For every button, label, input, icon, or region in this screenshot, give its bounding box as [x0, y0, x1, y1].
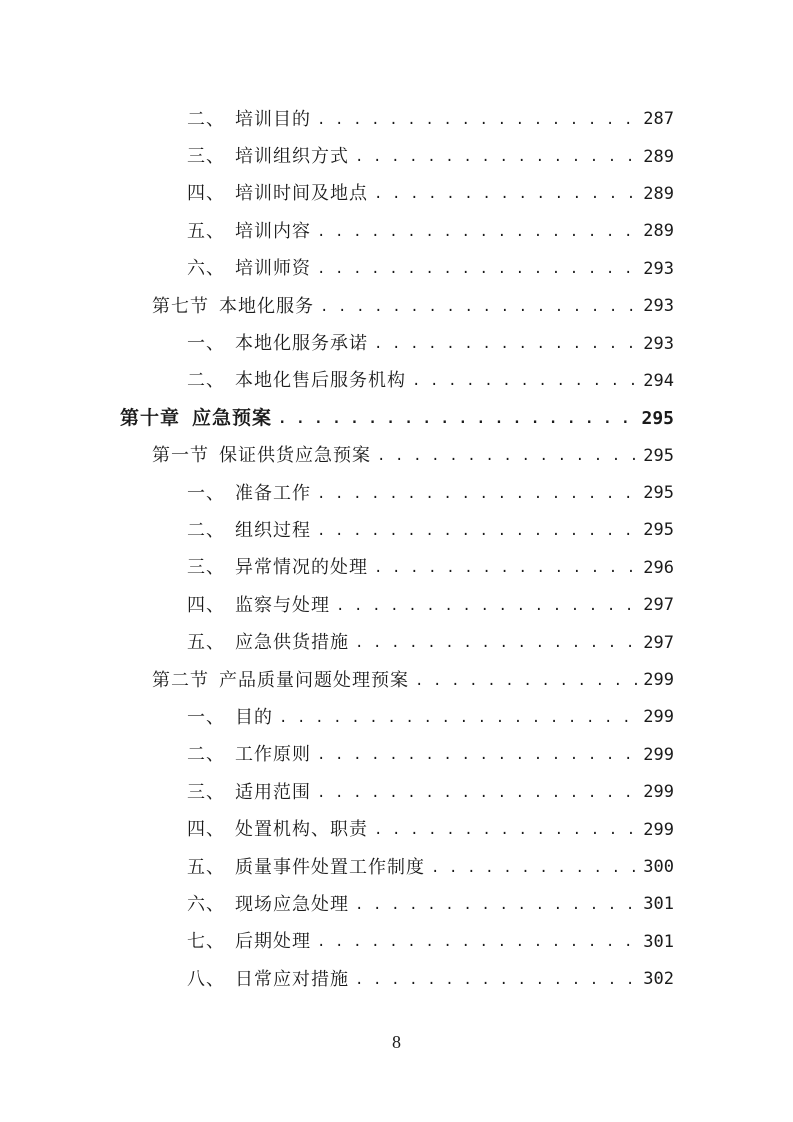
toc-entry[interactable] — [0, 924, 793, 961]
toc-entry-label — [187, 519, 311, 541]
toc-entry-label — [187, 335, 368, 353]
toc-entry-label — [187, 634, 349, 652]
toc-entry-title: 应急预案 — [192, 407, 273, 430]
toc-dot-leader — [431, 861, 637, 879]
toc-entry-title: 目的 — [235, 706, 273, 728]
toc-entry[interactable] — [0, 774, 793, 811]
toc-entry-number: 三、 — [187, 557, 225, 579]
toc-dot-leader — [374, 823, 637, 841]
toc-entry[interactable] — [0, 251, 793, 288]
toc-entry-page: 293 — [643, 296, 674, 317]
toc-dot-leader — [374, 561, 637, 579]
toc-entry-title: 培训内容 — [235, 220, 311, 242]
toc-entry-title: 培训组织方式 — [235, 146, 349, 168]
toc-dot-leader — [415, 674, 637, 692]
toc-entry-number: 六、 — [187, 258, 225, 280]
table-of-contents — [0, 101, 793, 998]
toc-entry[interactable] — [0, 811, 793, 848]
toc-entry-number: 二、 — [187, 519, 225, 541]
toc-entry-page: 301 — [643, 894, 674, 915]
toc-entry-label — [152, 669, 409, 691]
toc-entry-number: 第七节 — [152, 295, 209, 317]
toc-entry-number: 一、 — [187, 333, 225, 355]
toc-dot-leader — [317, 524, 637, 542]
toc-entry-title: 保证供货应急预案 — [219, 445, 371, 467]
toc-entry-label — [187, 933, 311, 951]
toc-entry-title: 本地化服务承诺 — [235, 333, 368, 355]
toc-dot-leader — [320, 300, 637, 318]
toc-entry-number: 六、 — [187, 893, 225, 915]
toc-dot-leader — [317, 262, 637, 280]
toc-entry-label — [152, 295, 314, 317]
toc-entry[interactable] — [0, 363, 793, 400]
toc-entry-page: 297 — [643, 595, 674, 616]
toc-entry[interactable] — [0, 737, 793, 774]
toc-entry-title: 本地化服务 — [219, 295, 314, 317]
toc-entry-page: 297 — [643, 632, 674, 653]
toc-entry-title: 后期处理 — [235, 931, 311, 953]
toc-entry-title: 组织过程 — [235, 519, 311, 541]
toc-entry-number: 五、 — [187, 632, 225, 654]
toc-entry-page: 299 — [643, 819, 674, 840]
toc-entry-label — [187, 559, 368, 577]
toc-dot-leader — [279, 711, 637, 729]
toc-chapter-entry[interactable] — [0, 400, 793, 437]
toc-entry-title: 处置机构、职责 — [235, 819, 368, 841]
toc-entry-label — [187, 746, 311, 764]
toc-dot-leader — [412, 374, 637, 392]
toc-entry-number: 七、 — [187, 931, 225, 953]
toc-dot-leader — [355, 973, 637, 991]
toc-entry[interactable] — [0, 550, 793, 587]
toc-entry[interactable] — [0, 213, 793, 250]
toc-entry-page: 289 — [643, 146, 674, 167]
toc-entry-page: 302 — [643, 969, 674, 990]
toc-dot-leader — [336, 599, 637, 617]
toc-entry-title: 工作原则 — [235, 744, 311, 766]
toc-entry-label — [187, 185, 368, 203]
toc-entry-title: 日常应对措施 — [235, 968, 349, 990]
toc-entry-page: 299 — [643, 707, 674, 728]
toc-dot-leader — [278, 412, 635, 430]
toc-entry-number: 三、 — [187, 146, 225, 168]
toc-entry-label — [187, 108, 311, 130]
toc-entry-number: 四、 — [187, 183, 225, 205]
toc-entry-page: 294 — [643, 370, 674, 391]
toc-dot-leader — [355, 150, 637, 168]
toc-entry-number: 第十章 — [120, 407, 181, 430]
toc-entry-page: 299 — [643, 670, 674, 691]
toc-entry-label — [187, 893, 349, 915]
toc-entry-title: 质量事件处置工作制度 — [235, 856, 425, 878]
toc-entry-page: 300 — [643, 857, 674, 877]
toc-entry-page: 295 — [643, 520, 674, 541]
toc-entry[interactable] — [0, 961, 793, 998]
toc-entry-label — [187, 220, 311, 242]
toc-entry-label — [187, 706, 273, 728]
toc-entry-page: 295 — [643, 483, 674, 504]
toc-entry-title: 本地化售后服务机构 — [235, 370, 406, 392]
toc-entry-label — [187, 821, 368, 839]
toc-dot-leader — [317, 935, 637, 953]
toc-dot-leader — [317, 225, 637, 243]
toc-dot-leader — [355, 636, 637, 654]
toc-entry-page: 287 — [643, 109, 674, 130]
toc-entry[interactable] — [0, 699, 793, 736]
toc-entry-title: 应急供货措施 — [235, 632, 349, 654]
toc-entry-number: 四、 — [187, 819, 225, 841]
toc-dot-leader — [317, 113, 637, 131]
toc-entry-number: 八、 — [187, 968, 225, 990]
toc-entry-page: 296 — [643, 557, 674, 578]
toc-entry-page: 301 — [643, 931, 674, 952]
toc-entry-title: 适用范围 — [235, 781, 311, 803]
toc-dot-leader — [374, 187, 637, 205]
toc-entry-label — [187, 372, 406, 390]
toc-entry-number: 第一节 — [152, 445, 209, 467]
toc-entry-number: 二、 — [187, 744, 225, 766]
toc-entry-label — [187, 148, 349, 166]
toc-entry-page: 295 — [641, 407, 674, 429]
toc-entry-title: 培训师资 — [235, 258, 311, 280]
toc-entry-label — [187, 856, 425, 878]
toc-entry[interactable] — [0, 176, 793, 213]
toc-entry-label — [187, 968, 349, 990]
toc-entry-number: 五、 — [187, 220, 225, 242]
toc-dot-leader — [374, 337, 637, 355]
toc-entry[interactable] — [0, 325, 793, 362]
toc-entry[interactable] — [0, 886, 793, 923]
toc-entry-title: 产品质量问题处理预案 — [219, 669, 409, 691]
toc-entry-page: 293 — [643, 258, 674, 279]
toc-entry[interactable] — [0, 849, 793, 886]
toc-entry-title: 培训时间及地点 — [235, 183, 368, 205]
toc-entry-page: 295 — [643, 445, 674, 466]
toc-entry-label — [187, 260, 311, 278]
toc-entry-title: 准备工作 — [235, 482, 311, 504]
toc-entry-label — [120, 409, 272, 428]
page-number: 8 — [392, 1032, 401, 1052]
toc-section-entry[interactable] — [0, 288, 793, 325]
toc-entry-number: 一、 — [187, 482, 225, 504]
toc-entry[interactable] — [0, 587, 793, 624]
toc-entry-number: 五、 — [187, 856, 225, 878]
toc-entry-number: 二、 — [187, 370, 225, 392]
toc-entry-number: 二、 — [187, 108, 225, 130]
toc-entry-title: 培训目的 — [235, 108, 311, 130]
toc-entry-page: 289 — [643, 221, 674, 242]
toc-entry-label — [187, 482, 311, 504]
toc-entry-number: 四、 — [187, 594, 225, 616]
toc-dot-leader — [377, 449, 637, 467]
toc-section-entry[interactable] — [0, 662, 793, 699]
toc-entry-label — [187, 594, 330, 616]
toc-entry-page: 289 — [643, 183, 674, 204]
toc-entry-title: 异常情况的处理 — [235, 557, 368, 579]
toc-entry-page: 299 — [643, 744, 674, 765]
toc-entry-label — [152, 447, 371, 465]
toc-entry[interactable] — [0, 138, 793, 175]
toc-entry-page: 299 — [643, 782, 674, 803]
toc-entry-number: 第二节 — [152, 669, 209, 691]
toc-entry-page: 293 — [643, 333, 674, 354]
toc-dot-leader — [317, 487, 637, 505]
toc-section-entry[interactable] — [0, 438, 793, 475]
toc-entry[interactable] — [0, 624, 793, 661]
toc-entry-title: 现场应急处理 — [235, 893, 349, 915]
toc-entry[interactable] — [0, 512, 793, 549]
toc-dot-leader — [317, 748, 637, 766]
toc-dot-leader — [317, 786, 637, 804]
toc-entry-title: 监察与处理 — [235, 594, 330, 616]
toc-dot-leader — [355, 898, 637, 916]
toc-entry-number: 三、 — [187, 781, 225, 803]
toc-entry-number: 一、 — [187, 706, 225, 728]
toc-entry-label — [187, 781, 311, 803]
toc-entry[interactable] — [0, 101, 793, 138]
toc-entry[interactable] — [0, 475, 793, 512]
